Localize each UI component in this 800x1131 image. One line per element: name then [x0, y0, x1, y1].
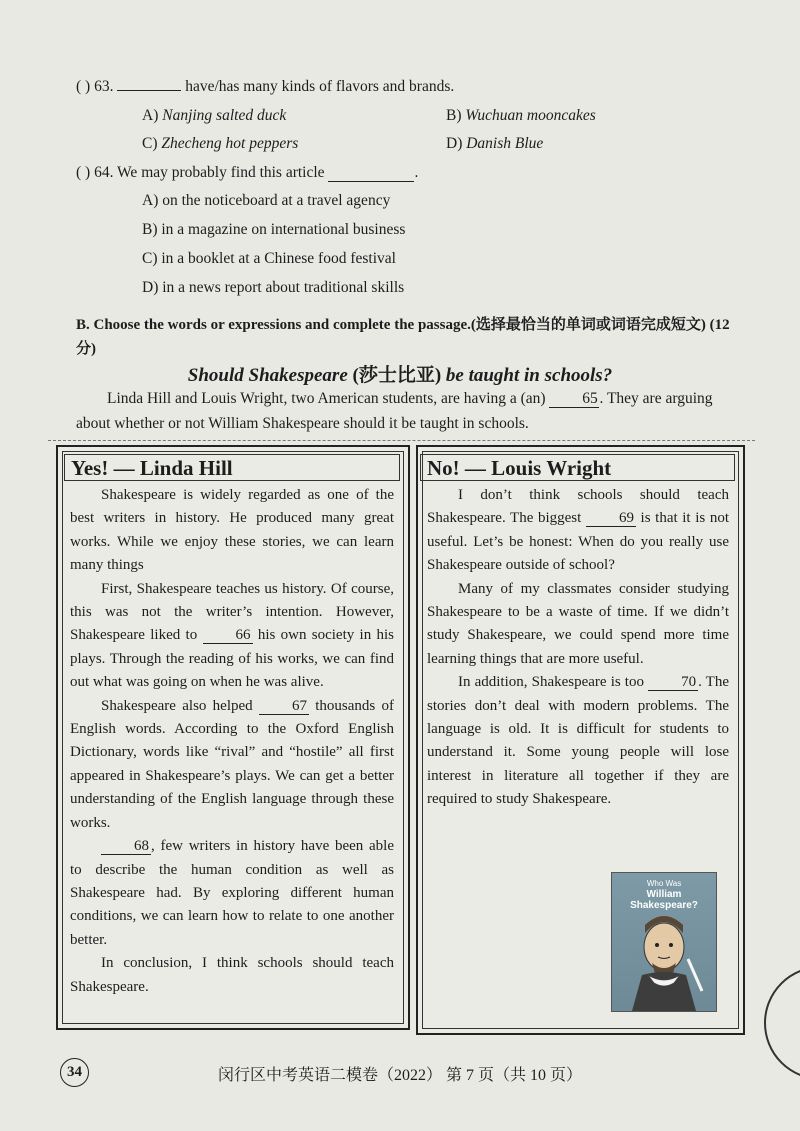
shakespeare-book-cover-image: Who Was William Shakespeare?	[611, 872, 717, 1012]
option-64c: C) in a booklet at a Chinese food festival	[142, 250, 396, 267]
passage-title: Should Shakespeare (莎士比亚) be taught in schools?	[187, 365, 613, 386]
shakespeare-portrait-icon	[612, 873, 716, 1011]
option-63a: A) Nanjing salted duck	[142, 107, 287, 124]
page-number-badge: 34	[60, 1058, 89, 1087]
option-64d: D) in a news report about traditional skills	[142, 279, 405, 296]
passage-intro: Linda Hill and Louis Wright, two American students, are having a (an) 65 . They are arguing about whether or not William Shakespeare should it be taught in schools.	[76, 390, 713, 432]
answer-blank-69: 69	[586, 511, 636, 527]
option-63d: D) Danish Blue	[446, 135, 544, 152]
divider	[48, 440, 755, 441]
footer-text: 闵行区中考英语二模卷（2022） 第 7 页（共 10 页）	[217, 1067, 582, 1084]
answer-blank-64	[328, 165, 414, 182]
answer-blank-65: 65	[549, 391, 599, 408]
option-63b: B) Wuchuan mooncakes	[446, 107, 596, 124]
option-64b: B) in a magazine on international business	[142, 221, 406, 238]
option-64a: A) on the noticeboard at a travel agency	[142, 192, 391, 209]
answer-blank-70: 70	[648, 675, 698, 691]
question-63-stem: ( ) 63. have/has many kinds of flavors and brands.	[76, 78, 455, 95]
linda-hill-heading: Yes! — Linda Hill	[64, 454, 400, 481]
question-64-stem: ( ) 64. We may probably find this article .	[76, 164, 419, 181]
section-b-instruction: B. Choose the words or expressions and complete the passage.(选择最恰当的单词或词语完成短文) (12 分)	[76, 317, 730, 357]
option-63c: C) Zhecheng hot peppers	[142, 135, 299, 152]
louis-wright-heading: No! — Louis Wright	[420, 454, 735, 481]
linda-hill-text: Shakespeare is widely regarded as one of the best writers in history. He produced many great works. While we enjoy these stories, we can learn many things First, Shakespeare teaches us history. Of course, this was not the writer’s intention. However, Shakespeare liked to 66 his own society in his plays. Through the reading of his works, we can find out what was going on when he was alive. Shakespeare also helped 67 thousands of English words. According to the Oxford English Dictionary, words like “rival” and “hostile” all first appeared in Shakespeare’s plays. We can get a better understanding of the English language through these works. 68 , few writers in history have been able to describe the human condition as well as Shakespeare had. By exploring different human conditions, we can learn how to relate to one another better. In conclusion, I think schools should teach Shakespeare.	[70, 487, 395, 995]
answer-blank-66: 66	[203, 628, 253, 644]
answer-blank-67: 67	[259, 699, 309, 715]
louis-wright-text: I don’t think schools should teach Shakespeare. The biggest 69 is that it is not useful. Let’s be honest: When do you really use Shakespeare outside of school? Many of my classmates consider studying Shakespeare to be a waste of time. If we didn’t study Shakespeare, we could spend more time learning things that are more useful. In addition, Shakespeare is too 70 . The stories don’t deal with modern problems. The language is old. It is difficult for students to understand it. Some young people will lose interest in literature all together if they are required to study Shakespeare.	[427, 487, 729, 808]
answer-blank-68: 68	[101, 839, 151, 855]
answer-blank-63	[117, 90, 181, 91]
